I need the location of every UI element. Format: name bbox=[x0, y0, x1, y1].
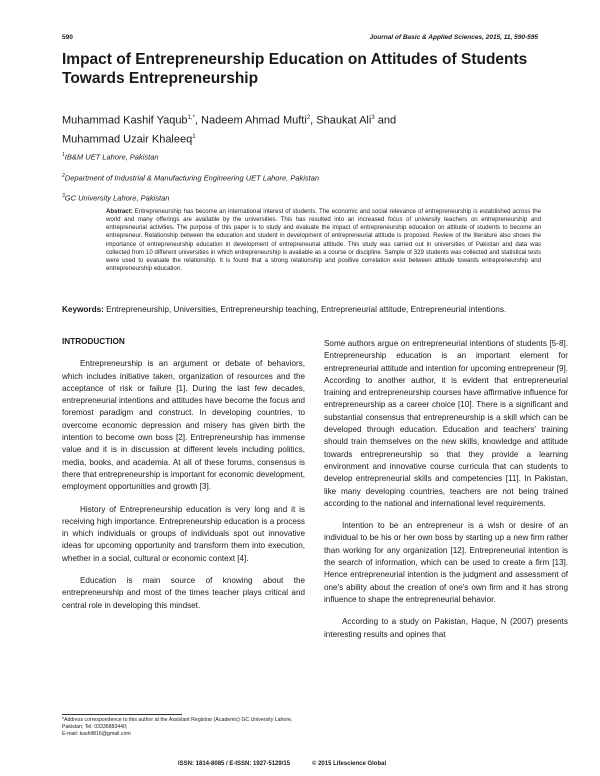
author-affil-marker: 1,* bbox=[187, 115, 195, 121]
abstract bbox=[106, 208, 541, 273]
journal-citation: Journal of Basic & Applied Sciences, 2015, 11, 590-595 bbox=[369, 34, 538, 41]
section-heading: INTRODUCTION bbox=[62, 337, 125, 346]
left-column bbox=[62, 336, 305, 622]
affiliation-text: GC University Lahore, Pakistan bbox=[64, 193, 170, 203]
issn: ISSN: 1814-8085 / E-ISSN: 1927-5129/15 bbox=[178, 761, 291, 767]
abstract-label: Abstract: bbox=[106, 208, 133, 215]
affiliation-number: 2 bbox=[62, 172, 65, 179]
author-list bbox=[62, 110, 532, 147]
affiliation bbox=[62, 150, 532, 163]
body-paragraph: According to a study on Pakistan, Haque, N (2007) presents interesting results and opines that bbox=[324, 617, 568, 639]
article-title: Impact of Entrepreneurship Education on Attitudes of Students Towards Entrepreneurship bbox=[62, 51, 528, 87]
author-affil-marker: 1 bbox=[192, 133, 196, 140]
affiliation bbox=[62, 171, 532, 184]
author-name: Nadeem Ahmad Mufti bbox=[201, 114, 307, 127]
footnote-line: E-mail: kashif816@gmail.com bbox=[62, 731, 131, 737]
body-paragraph: Intention to be an entrepreneur is a wish or desire of an individual to be his or her own boss by starting up a new firm rather than working for any organization [12]. Entrepreneurial intention is the search of information, which can be used to create a firm [13]. Hence entrepreneurial intention is the judgment and assessment of one's ability about the creation of one's own firm and it has strong influence to shape the entrepreneurial behavior. bbox=[324, 521, 568, 604]
keywords-text: Entrepreneurship, Universities, Entrepreneurship teaching, Entrepreneurial attitude, Entrepreneurial intentions. bbox=[103, 305, 507, 314]
author-separator: and bbox=[374, 114, 397, 127]
copyright: © 2015 Lifescience Global bbox=[312, 761, 387, 767]
page-number: 590 bbox=[62, 34, 73, 41]
affiliation-text: IB&M UET Lahore, Pakistan bbox=[64, 152, 159, 162]
right-column bbox=[324, 338, 568, 651]
author-separator: , bbox=[310, 114, 317, 127]
keywords bbox=[62, 304, 542, 316]
affiliation-text: Department of Industrial & Manufacturing Engineering UET Lahore, Pakistan bbox=[64, 173, 320, 182]
affiliation-list bbox=[62, 150, 532, 212]
footnote bbox=[62, 717, 302, 738]
body-paragraph: History of Entrepreneurship education is very long and it is receiving high importance. Entrepreneurship education is a process in which individuals or groups of individuals spot out innovative ideas for upcoming opportunity and transform them into execution, whether in a social, cultural or economic context [4]. bbox=[62, 504, 305, 563]
footnote-rule bbox=[62, 714, 182, 715]
running-header bbox=[62, 34, 538, 46]
author-name: Shaukat Ali bbox=[316, 114, 372, 127]
body-paragraph: Entrepreneurship is an argument or debate of behaviors, which includes initiative taken, organization of resources and the acceptance of risk or failure [1]. During the last few decades, entrepreneurial intentions and attitudes have become the focus and foremost paradigm and construct. In developing countries, to overcome economic depression and misery has given birth the intention to become own boss [2]. Entrepreneurship has immense value and it is in discussion at different levels including politics, media, books, and academia. At all of these forums, consensus is there that entrepreneurship is important for economic development, employment opportunities and growth [3]. bbox=[62, 359, 305, 492]
author-separator: , bbox=[194, 114, 202, 127]
affiliation-number: 3 bbox=[62, 193, 65, 199]
author-affil-marker: 3 bbox=[371, 115, 375, 121]
author-affil-marker: 2 bbox=[306, 115, 311, 121]
footnote-line: *Address correspondence to this author at the Assistant Registrar (Academic) GC University Lahore, Pakistan; Tel: 03336883440; bbox=[62, 717, 293, 730]
affiliation-number: 1 bbox=[62, 152, 65, 158]
author-name: Muhammad Uzair Khaleeq bbox=[62, 133, 193, 146]
body-paragraph: Education is main source of knowing about the entrepreneurship and most of the times teacher plays critical and central role in developing this mindset. bbox=[62, 576, 305, 610]
body-paragraph: Some authors argue on entrepreneurial intentions of students [5-8]. Entrepreneurship education is an important element for entrepreneurial attitude and intention for upcoming entrepreneur [9]. According to another author, it is evident that entrepreneurial training and entrepreneurship courses have affirmative influence for entrepreneurship as a career choice [10]. There is a significant and substantial consensus that entrepreneurship is a skill which can be developed through education. Education and teachers' training should train themselves on the new skills, knowledge and attitude towards entrepreneurship so that they provide a learning environment and innovative course curricula that can students to develop entrepreneurial skills and competencies [11]. In Pakistan, like many developing countries, teachers are not being trained according to the national and international level requirements. bbox=[324, 339, 568, 508]
abstract-text: Entrepreneurship has become an international interest of students. The economic and social relevance of entrepreneurship is established across the world and many offerings are available by the universities. This has resulted into an increased focus of university teachers on entrepreneurship and entrepreneurial activities. The purpose of this paper is to study and evaluate the impact of entrepreneurship education on attitude of students to become an entrepreneur. Relationship between the education and student in development of entrepreneurial attitude is proposed. Review of the literature also shows the importance of entrepreneurship education in development of entrepreneurial attitude. This study was carried out in universities of Pakistan and data was collected from 10 different universities in which entrepreneurship is available as a course or discipline. Sample of 329 students was collected and statistical tests were used to evaluate the relationship. It is found that a strong relationship and positive correlation exist between attitude towards entrepreneurship and entrepreneurship education. bbox=[106, 208, 541, 273]
author-name: Muhammad Kashif Yaqub bbox=[62, 114, 188, 127]
affiliation bbox=[62, 191, 532, 204]
keywords-label: Keywords: bbox=[62, 305, 104, 314]
